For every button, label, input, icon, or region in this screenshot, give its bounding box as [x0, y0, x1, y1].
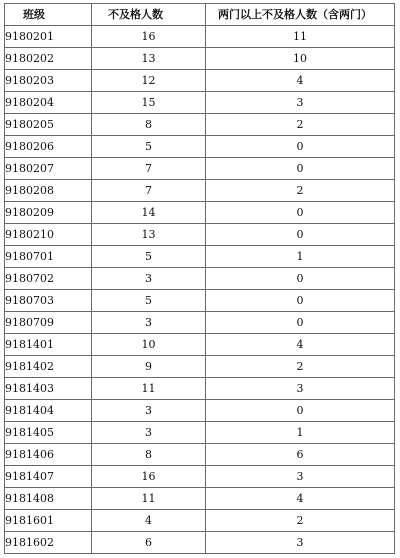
table-row — [5, 312, 395, 334]
fail-count-table — [4, 3, 395, 554]
table-row — [5, 510, 395, 532]
table-row — [5, 444, 395, 466]
fail-count-cell: 7 — [92, 180, 206, 202]
table-row — [5, 136, 395, 158]
table-row — [5, 26, 395, 48]
fail-count-cell: 5 — [92, 290, 206, 312]
class-cell: 9180202 — [5, 48, 92, 70]
fail-count-cell: 6 — [92, 532, 206, 554]
fail-count-cell: 4 — [92, 510, 206, 532]
multi-fail-count-cell: 4 — [206, 488, 395, 510]
table-row — [5, 70, 395, 92]
fail-count-cell: 5 — [92, 136, 206, 158]
class-cell: 9180204 — [5, 92, 92, 114]
fail-count-cell: 13 — [92, 224, 206, 246]
multi-fail-count-cell: 0 — [206, 158, 395, 180]
multi-fail-count-cell: 3 — [206, 92, 395, 114]
class-cell: 9180210 — [5, 224, 92, 246]
fail-count-cell: 3 — [92, 400, 206, 422]
class-cell: 9180205 — [5, 114, 92, 136]
class-cell: 9181406 — [5, 444, 92, 466]
class-cell: 9180709 — [5, 312, 92, 334]
multi-fail-count-cell: 3 — [206, 466, 395, 488]
table-row — [5, 400, 395, 422]
table-row — [5, 114, 395, 136]
multi-fail-count-cell: 6 — [206, 444, 395, 466]
class-cell: 9181403 — [5, 378, 92, 400]
fail-count-cell: 13 — [92, 48, 206, 70]
table-row — [5, 290, 395, 312]
multi-fail-count-cell: 0 — [206, 224, 395, 246]
table-row — [5, 158, 395, 180]
class-cell: 9180207 — [5, 158, 92, 180]
fail-count-cell: 3 — [92, 312, 206, 334]
class-cell: 9181405 — [5, 422, 92, 444]
multi-fail-count-cell: 0 — [206, 202, 395, 224]
fail-count-cell: 8 — [92, 444, 206, 466]
class-cell: 9180209 — [5, 202, 92, 224]
class-cell: 9181407 — [5, 466, 92, 488]
multi-fail-count-cell: 11 — [206, 26, 395, 48]
class-cell: 9180206 — [5, 136, 92, 158]
fail-count-cell: 3 — [92, 422, 206, 444]
fail-count-cell: 16 — [92, 26, 206, 48]
multi-fail-count-cell: 2 — [206, 114, 395, 136]
multi-fail-count-cell: 1 — [206, 246, 395, 268]
class-cell: 9181402 — [5, 356, 92, 378]
table-row — [5, 268, 395, 290]
fail-count-cell: 14 — [92, 202, 206, 224]
class-cell: 9180203 — [5, 70, 92, 92]
table-row — [5, 246, 395, 268]
multi-fail-count-cell: 2 — [206, 180, 395, 202]
multi-fail-count-cell: 0 — [206, 268, 395, 290]
multi-fail-count-cell: 4 — [206, 334, 395, 356]
fail-count-cell: 8 — [92, 114, 206, 136]
header-row — [5, 4, 395, 26]
table-row — [5, 334, 395, 356]
class-cell: 9181404 — [5, 400, 92, 422]
table-body — [5, 26, 395, 554]
multi-fail-count-cell: 1 — [206, 422, 395, 444]
class-cell: 9180701 — [5, 246, 92, 268]
header-fail-count: 不及格人数 — [92, 4, 206, 26]
class-cell: 9180703 — [5, 290, 92, 312]
class-cell: 9181401 — [5, 334, 92, 356]
multi-fail-count-cell: 0 — [206, 290, 395, 312]
header-class: 班级 — [5, 4, 92, 26]
header-multi-fail-count: 两门以上不及格人数（含两门） — [206, 4, 395, 26]
table-row — [5, 488, 395, 510]
fail-count-cell: 3 — [92, 268, 206, 290]
class-cell: 9180702 — [5, 268, 92, 290]
fail-count-cell: 9 — [92, 356, 206, 378]
class-cell: 9180201 — [5, 26, 92, 48]
table-row — [5, 92, 395, 114]
class-cell: 9181601 — [5, 510, 92, 532]
multi-fail-count-cell: 0 — [206, 136, 395, 158]
table-row — [5, 48, 395, 70]
table-row — [5, 532, 395, 554]
table-row — [5, 180, 395, 202]
table-row — [5, 466, 395, 488]
table-row — [5, 202, 395, 224]
fail-count-cell: 11 — [92, 488, 206, 510]
multi-fail-count-cell: 3 — [206, 532, 395, 554]
table-row — [5, 356, 395, 378]
fail-count-cell: 10 — [92, 334, 206, 356]
fail-count-cell: 16 — [92, 466, 206, 488]
fail-count-cell: 5 — [92, 246, 206, 268]
multi-fail-count-cell: 3 — [206, 378, 395, 400]
fail-count-cell: 12 — [92, 70, 206, 92]
multi-fail-count-cell: 2 — [206, 510, 395, 532]
fail-count-cell: 11 — [92, 378, 206, 400]
table-row — [5, 422, 395, 444]
multi-fail-count-cell: 4 — [206, 70, 395, 92]
class-cell: 9181602 — [5, 532, 92, 554]
fail-count-cell: 15 — [92, 92, 206, 114]
multi-fail-count-cell: 2 — [206, 356, 395, 378]
multi-fail-count-cell: 0 — [206, 312, 395, 334]
table-row — [5, 378, 395, 400]
table-header — [5, 4, 395, 26]
fail-count-cell: 7 — [92, 158, 206, 180]
class-cell: 9180208 — [5, 180, 92, 202]
multi-fail-count-cell: 0 — [206, 400, 395, 422]
class-cell: 9181408 — [5, 488, 92, 510]
multi-fail-count-cell: 10 — [206, 48, 395, 70]
table-row — [5, 224, 395, 246]
